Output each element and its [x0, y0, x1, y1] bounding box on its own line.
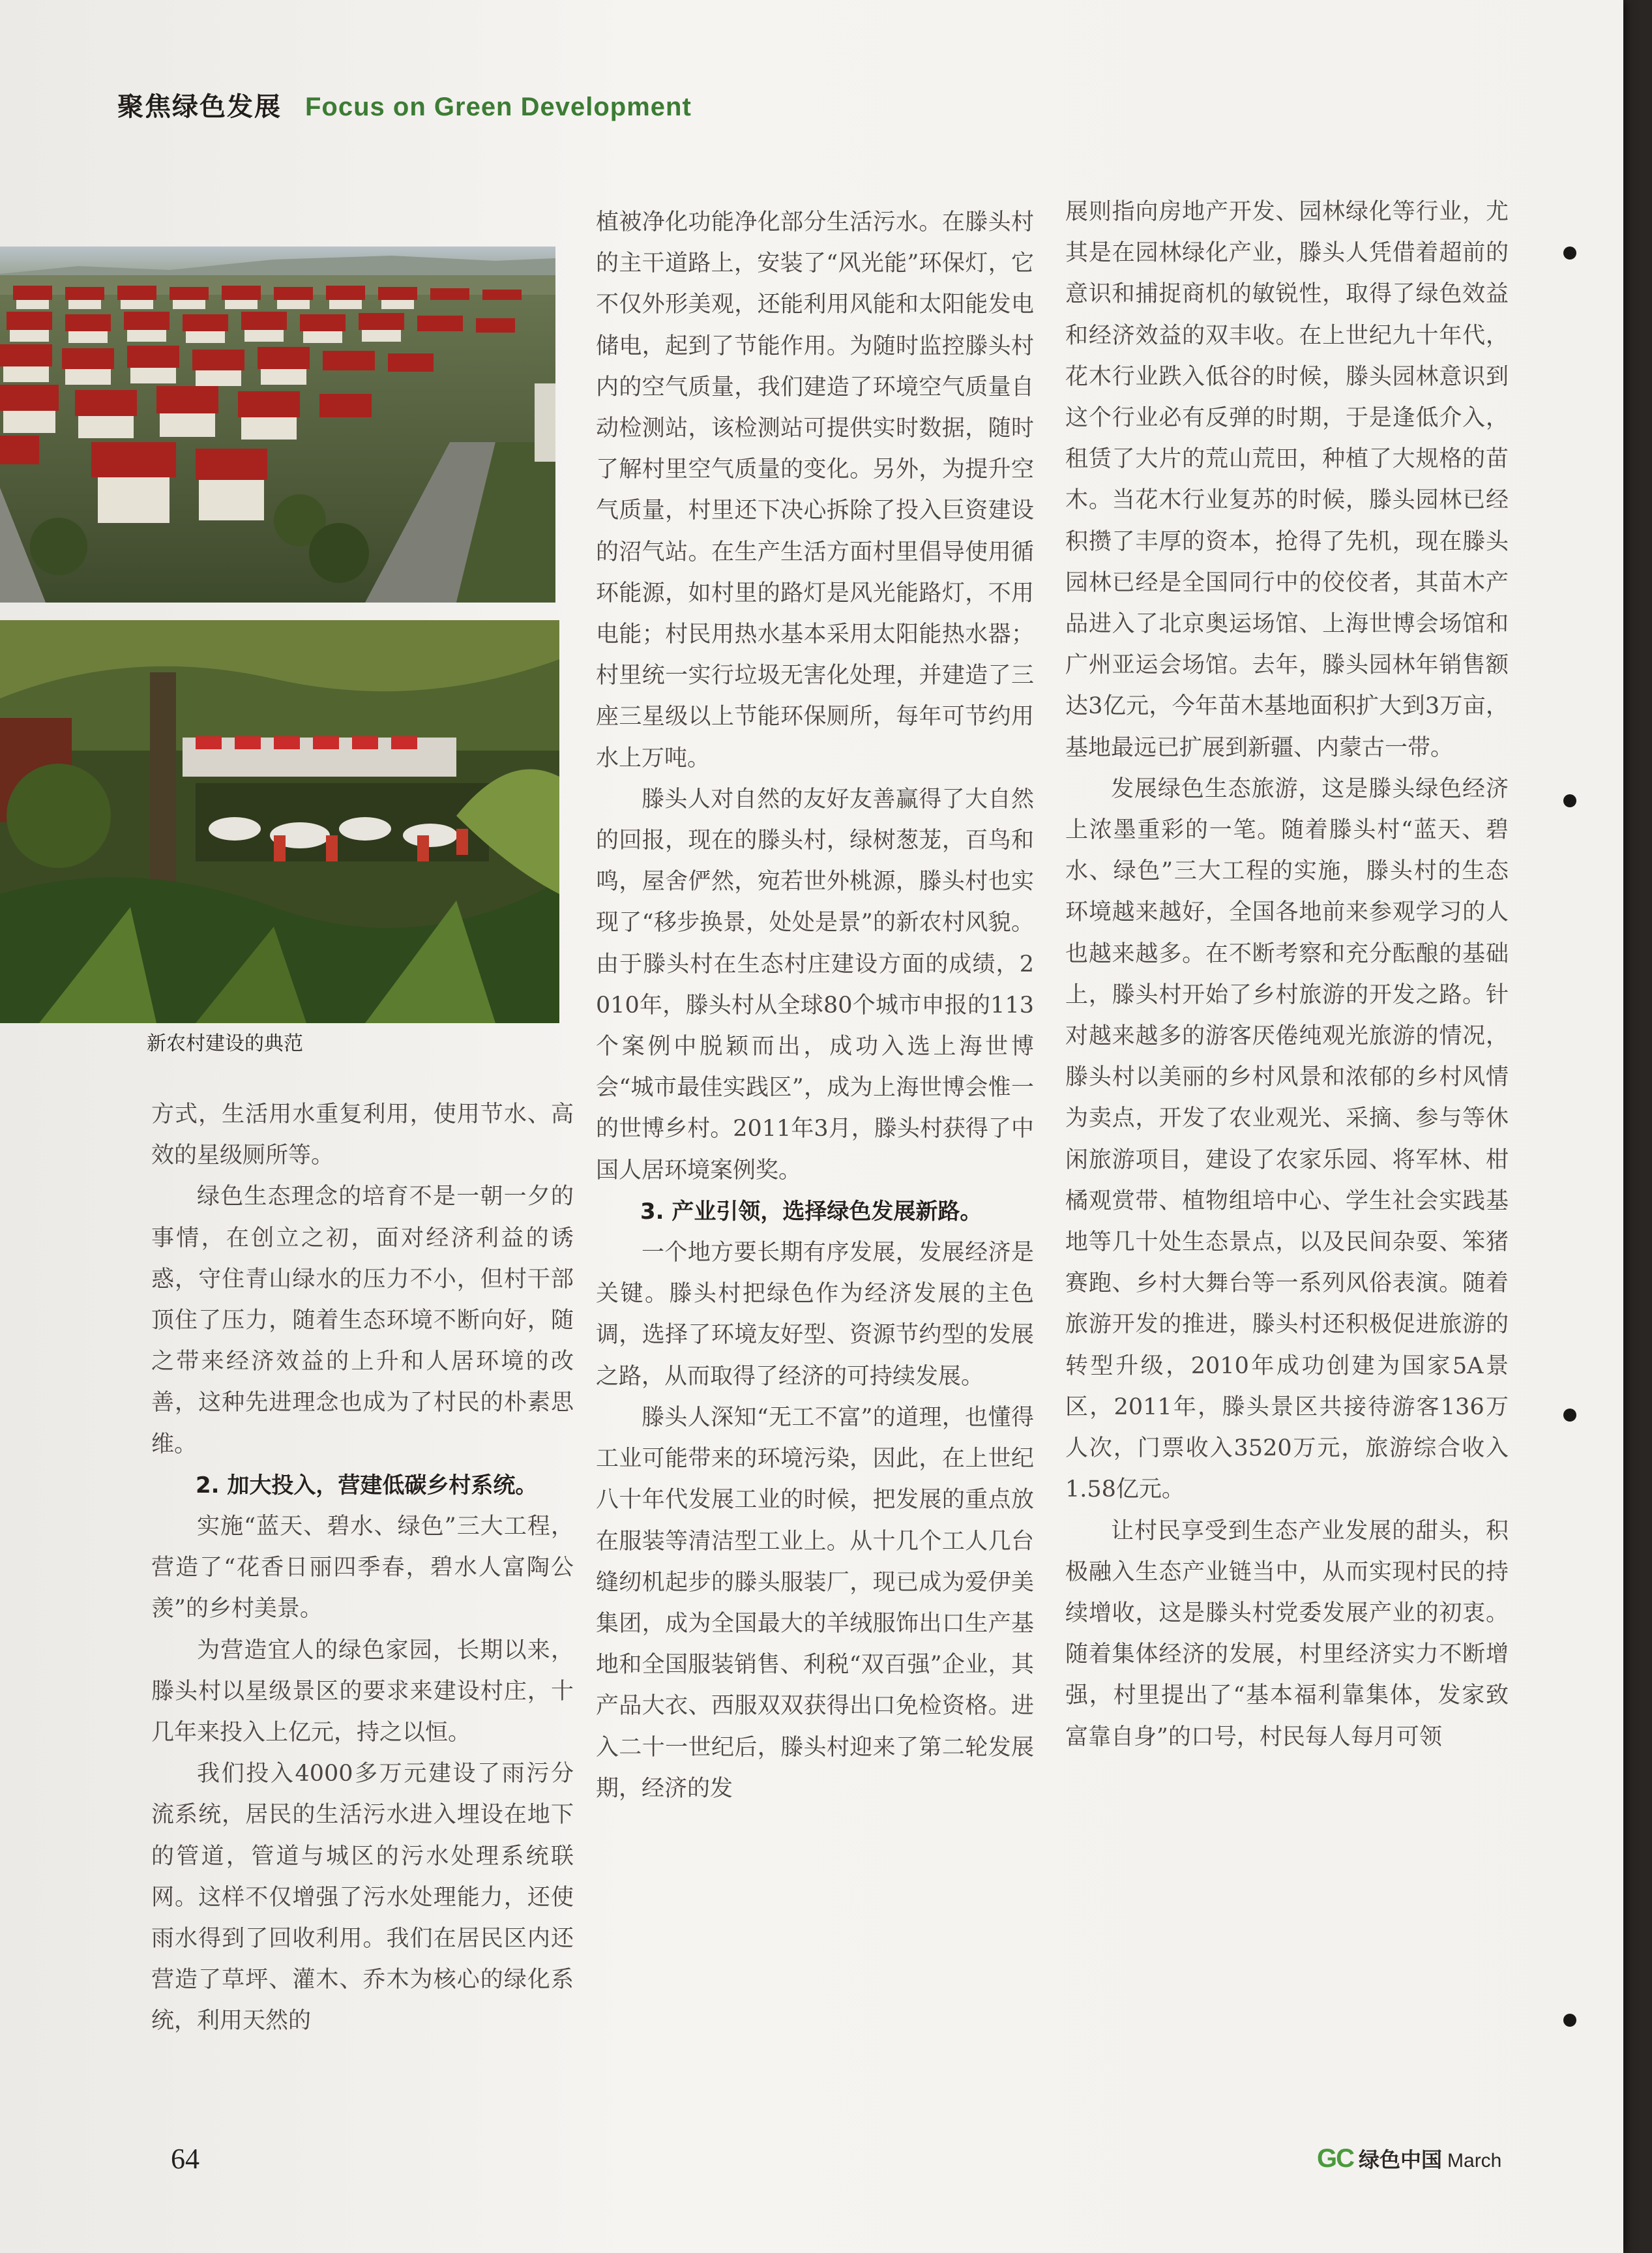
magazine-footer-logo [1317, 2143, 1501, 2173]
garden-dining-photo [0, 620, 559, 1023]
section-title-cn: 聚焦绿色发展 [117, 92, 282, 122]
page-number: 64 [171, 2143, 199, 2175]
paragraph: 方式，生活用水重复利用，使用节水、高效的星级厕所等。 [151, 1101, 574, 1169]
village-aerial-photo [0, 246, 555, 603]
punch-hole [1563, 1409, 1576, 1422]
paragraph: 我们投入4000多万元建设了雨污分流系统，居民的生活污水进入埋设在地下的管道，管道与城区的污水处理系统联网。这样不仅增强了污水处理能力，还使雨水得到了回收利用。我们在居民区内还营造了草坪、灌木、乔木为核心的绿化系统，利用天然的 [151, 1761, 574, 2035]
subheading: 3. 产业引领，选择绿色发展新路。 [640, 1198, 982, 1225]
punch-hole [1563, 2014, 1576, 2027]
paragraph: 植被净化功能净化部分生活污水。在滕头村的主干道路上，安装了“风光能”环保灯，它不仅外形美观，还能利用风能和太阳能发电储电，起到了节能作用。为随时监控滕头村内的空气质量，我们建造了环境空气质量自动检测站，该检测站可提供实时数据，随时了解村里空气质量的变化。另外，为提升空气质量，村里还下决心拆除了投入巨资建设的沼气站。在生产生活方面村里倡导使用循环能源，如村里的路灯是风光能路灯，不用电能；村民用热水基本采用太阳能热水器；村里统一实行垃圾无害化处理，并建造了三座三星级以上节能环保厕所，每年可节约用水上万吨。 [596, 209, 1034, 771]
paragraph: 滕头人深知“无工不富”的道理，也懂得工业可能带来的环境污染，因此，在上世纪八十年代发展工业的时候，把发展的重点放在服装等清洁型工业上。从十几个工人几台缝纫机起步的滕头服装厂，现已成为爱伊美集团，成为全国最大的羊绒服饰出口生产基地和全国服装销售、利税“双百强”企业，其产品大衣、西服双双获得出口免检资格。进入二十一世纪后，滕头村迎来了第二轮发展期，经济的发 [596, 1404, 1034, 1802]
punch-hole [1563, 794, 1576, 807]
gc-logo-icon: GC [1317, 2144, 1353, 2173]
paragraph: 为营造宜人的绿色家园，长期以来，滕头村以星级景区的要求来建设村庄，十几年来投入上亿元，持之以恒。 [151, 1637, 574, 1746]
issue-month: March [1447, 2150, 1502, 2171]
paragraph: 发展绿色生态旅游，这是滕头绿色经济上浓墨重彩的一笔。随着滕头村“蓝天、碧水、绿色”三大工程的实施，滕头村的生态环境越来越好，全国各地前来参观学习的人也越来越多。在不断考察和充分酝酿的基础上，滕头村开始了乡村旅游的开发之路。针对越来越多的游客厌倦纯观光旅游的情况，滕头村以美丽的乡村风景和浓郁的乡村风情为卖点，开发了农业观光、采摘、参与等休闲旅游项目，建设了农家乐园、将军林、柑橘观赏带、植物组培中心、学生社会实践基地等几十处生态景点，以及民间杂耍、笨猪赛跑、乡村大舞台等一系列风俗表演。随着旅游开发的推进，滕头村还积极促进旅游的转型升级，2010年成功创建为国家5A景区，2011年，滕头景区共接待游客136万人次，门票收入3520万元，旅游综合收入1.58亿元。 [1065, 775, 1509, 1503]
photo-caption: 新农村建设的典范 [147, 1032, 303, 1055]
paragraph: 一个地方要长期有序发展，发展经济是关键。滕头村把绿色作为经济发展的主色调，选择了环境友好型、资源节约型的发展之路，从而取得了经济的可持续发展。 [596, 1240, 1034, 1390]
paragraph: 绿色生态理念的培育不是一朝一夕的事情，在创立之初，面对经济利益的诱惑，守住青山绿水的压力不小，但村干部顶住了压力，随着生态环境不断向好，随之带来经济效益的上升和人居环境的改善，这种先进理念也成为了村民的朴素思维。 [151, 1184, 574, 1457]
article-column-1 [151, 1094, 574, 2042]
paragraph: 实施“蓝天、碧水、绿色”三大工程，营造了“花香日丽四季春，碧水人富陶公羡”的乡村美景。 [151, 1514, 574, 1622]
section-header [117, 86, 692, 132]
paragraph: 让村民享受到生态产业发展的甜头，积极融入生态产业链当中，从而实现村民的持续增收，这是滕头村党委发展产业的初衷。随着集体经济的发展，村里经济实力不断增强，村里提出了“基本福利靠集体，发家致富靠自身”的口号，村民每人每月可领 [1065, 1517, 1509, 1750]
paragraph: 展则指向房地产开发、园林绿化等行业，尤其是在园林绿化产业，滕头人凭借着超前的意识和捕捉商机的敏锐性，取得了绿色效益和经济效益的双丰收。在上世纪九十年代，花木行业跌入低谷的时候，滕头园林意识到这个行业必有反弹的时期，于是逢低介入，租赁了大片的荒山荒田，种植了大规格的苗木。当花木行业复苏的时候，滕头园林已经积攒了丰厚的资本，抢得了先机，现在滕头园林已经是全国同行中的佼佼者，其苗木产品进入了北京奥运场馆、上海世博会场馆和广州亚运会场馆。去年，滕头园林年销售额达3亿元，今年苗木基地面积扩大到3万亩，基地最远已扩展到新疆、内蒙古一带。 [1065, 199, 1509, 761]
paragraph: 滕头人对自然的友好友善赢得了大自然的回报，现在的滕头村，绿树葱茏，百鸟和鸣，屋舍俨然，宛若世外桃源，滕头村也实现了“移步换景，处处是景”的新农村风貌。由于滕头村在生态村庄建设方面的成绩，2010年，滕头村从全球80个城市申报的113个案例中脱颖而出，成功入选上海世博会“城市最佳实践区”，成为上海世博会惟一的世博乡村。2011年3月，滕头村获得了中国人居环境案例奖。 [596, 786, 1034, 1184]
punch-hole [1563, 246, 1576, 260]
article-column-3 [1065, 192, 1509, 1758]
subheading: 2. 加大投入，营建低碳乡村系统。 [196, 1472, 538, 1499]
section-title-en: Focus on Green Development [305, 93, 692, 121]
magazine-name: 绿色中国 [1359, 2147, 1443, 2172]
article-column-2 [596, 202, 1034, 1810]
